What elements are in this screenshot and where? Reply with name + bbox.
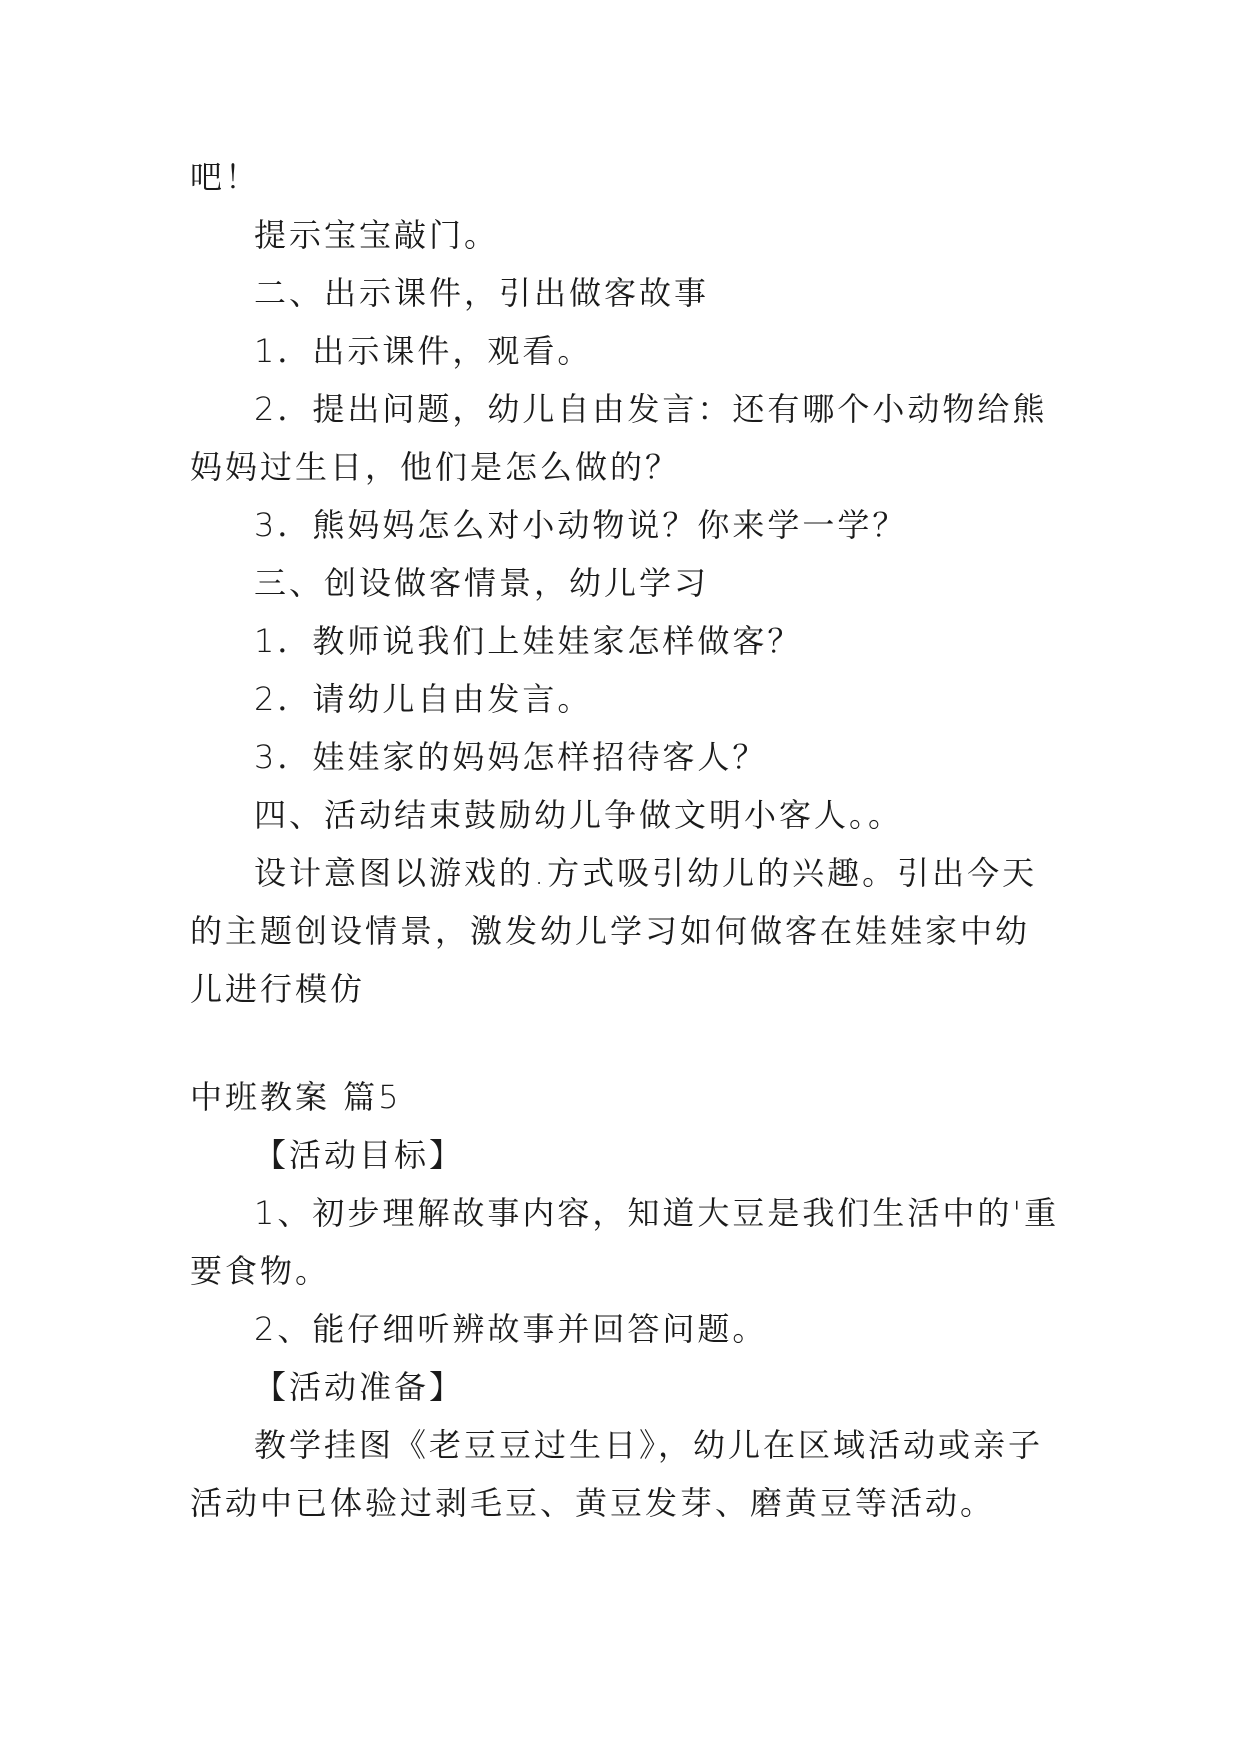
section-heading-4: 四、活动结束鼓励幼儿争做文明小客人。。 (254, 796, 904, 834)
list-item: 1．出示课件，观看。 (254, 332, 593, 370)
paragraph-continuation: 吧！ (190, 158, 261, 196)
list-item: 2．提出问题，幼儿自由发言：还有哪个小动物给熊妈妈过生日，他们是怎么做的？ (190, 390, 1048, 486)
lesson-title: 中班教案 篇5 (190, 1078, 402, 1116)
paragraph-preparation: 教学挂图《老豆豆过生日》，幼儿在区域活动或亲子活动中已体验过剥毛豆、黄豆发芽、磨黄豆等活动。 (190, 1426, 1044, 1522)
list-item: 3．熊妈妈怎么对小动物说？你来学一学？ (254, 506, 908, 544)
list-item: 2．请幼儿自由发言。 (254, 680, 593, 718)
list-item: 1．教师说我们上娃娃家怎样做客？ (254, 622, 803, 660)
document-body (190, 148, 1060, 1532)
list-item: 2、能仔细听辨故事并回答问题。 (254, 1310, 768, 1348)
subheading-activity-preparation: 【活动准备】 (254, 1368, 465, 1406)
paragraph-knock-door: 提示宝宝敲门。 (254, 216, 500, 254)
section-heading-3: 三、创设做客情景，幼儿学习 (254, 564, 710, 602)
list-item: 1、初步理解故事内容，知道大豆是我们生活中的'重要食物。 (190, 1194, 1060, 1290)
subheading-activity-goals: 【活动目标】 (254, 1136, 465, 1174)
section-heading-2: 二、出示课件，引出做客故事 (254, 274, 710, 312)
paragraph-design-intent: 设计意图以游戏的.方式吸引幼儿的兴趣。引出今天的主题创设情景，激发幼儿学习如何做客在娃娃家中幼儿进行模仿 (190, 854, 1038, 1008)
list-item: 3．娃娃家的妈妈怎样招待客人？ (254, 738, 768, 776)
